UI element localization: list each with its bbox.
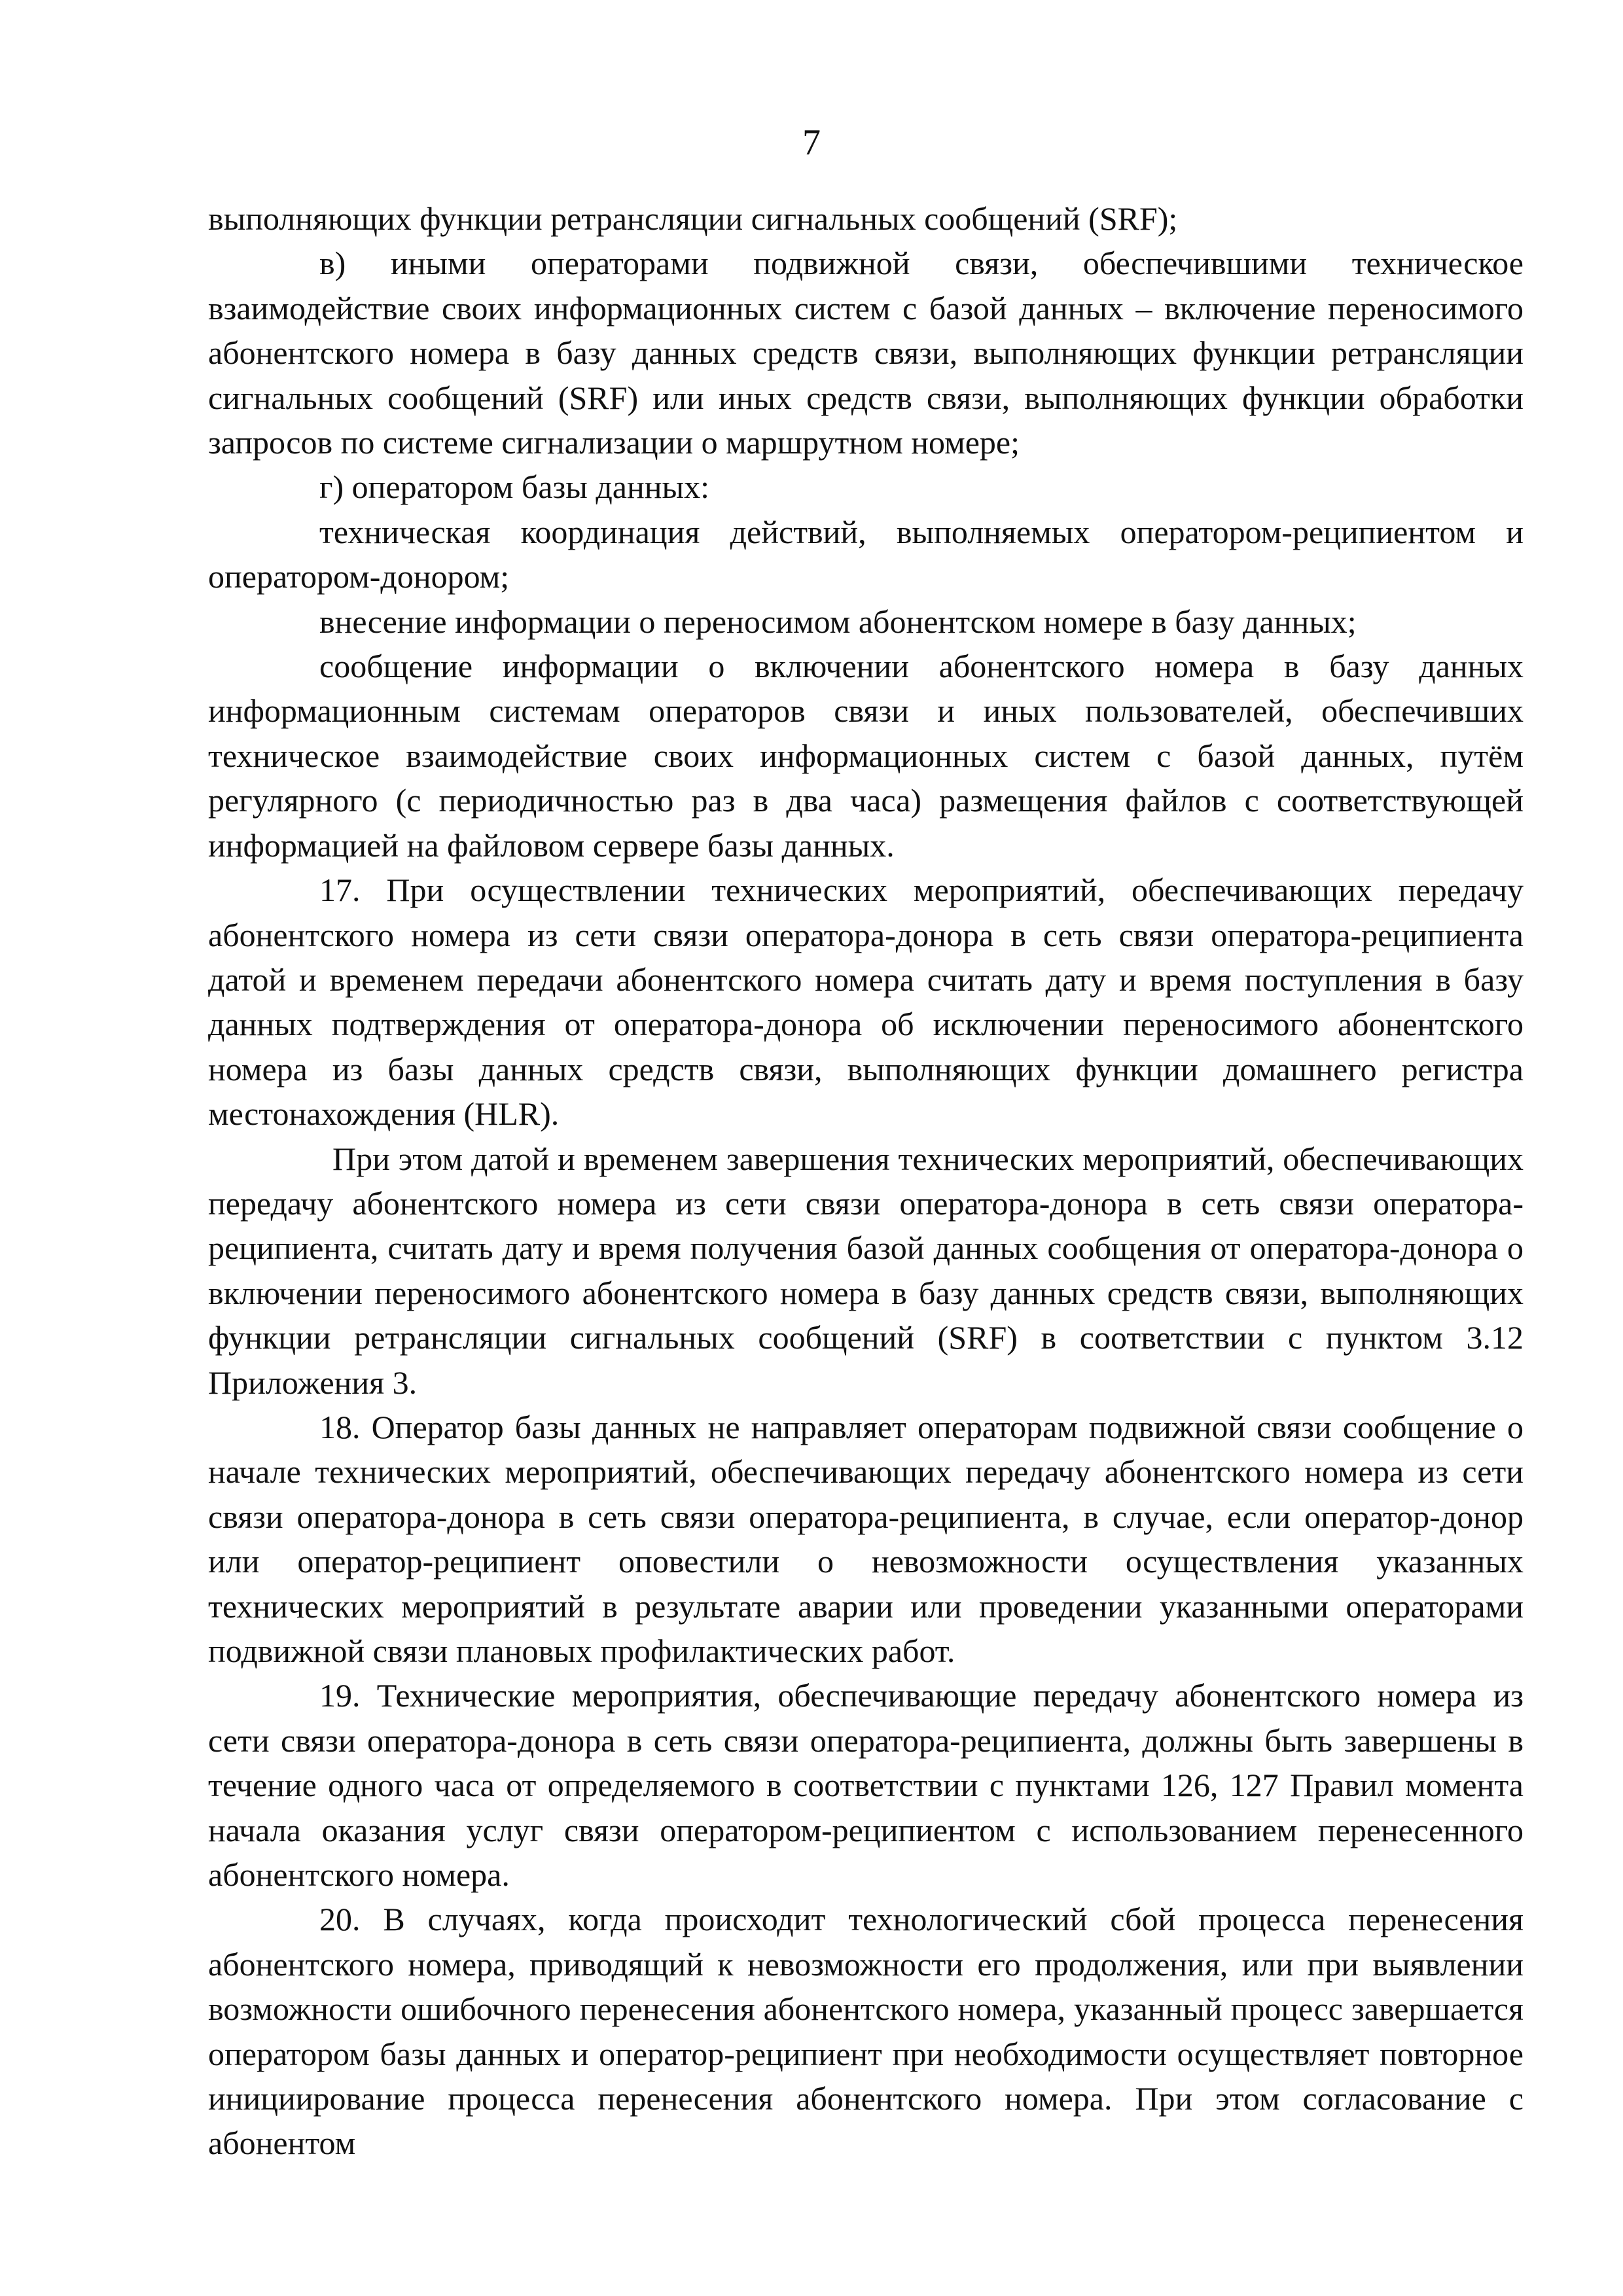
paragraph-item-v: в) иными операторами подвижной связи, обеспечившими техническое взаимодействие своих информационных систем с базой данных – включение переносимого абонентского номера в базу данных средств связи, выполняющих функции ретрансляции сигнальных сообщений (SRF) или иных средств связи, выполняющих функции обработки запросов по системе сигнализации о маршрутном номере; — [208, 245, 1524, 461]
paragraph-clause-20: 20. В случаях, когда происходит технологический сбой процесса перенесения абонентского номера, приводящий к невозможности его продолжения, или при выявлении возможности ошибочного перенесения абонентского номера, указанный процесс завершается оператором базы данных и оператор-реципиент при необходимости осуществляет повторное инициирование процесса перенесения абонентского номера. При этом согласование с абонентом — [208, 1901, 1524, 2162]
paragraph-clause-17: 17. При осуществлении технических мероприятий, обеспечивающих передачу абонентского номера из сети связи оператора-донора в сеть связи оператора-реципиента датой и временем передачи абонентского номера считать дату и время поступления в базу данных подтверждения от оператора-донора об исключении переносимого абонентского номера из базы данных средств связи, выполняющих функции домашнего регистра местонахождения (HLR). — [208, 872, 1524, 1133]
paragraph-srf-continuation: выполняющих функции ретрансляции сигнальных сообщений (SRF); — [208, 200, 1178, 237]
paragraph-info-message: сообщение информации о включении абонентского номера в базу данных информационным системам операторов связи и иных пользователей, обеспечивших техническое взаимодействие своих информационных систем с базой данных, путём регулярного (с периодичностью раз в два часа) размещения файлов с соответствующей информацией на файловом сервере базы данных. — [208, 648, 1524, 864]
paragraph-clause-17-completion: При этом датой и временем завершения технических мероприятий, обеспечивающих передачу абонентского номера из сети связи оператора-донора в сеть связи оператора-реципиента, считать дату и время получения базой данных сообщения от оператора-донора о включении переносимого абонентского номера в базу данных средств связи, выполняющих функции ретрансляции сигнальных сообщений (SRF) в соответствии с пунктом 3.12 Приложения 3. — [208, 1140, 1524, 1401]
paragraph-item-g: г) оператором базы данных: — [319, 468, 709, 506]
paragraph-clause-19: 19. Технические мероприятия, обеспечивающие передачу абонентского номера из сети связи оператора-донора в сеть связи оператора-реципиента, должны быть завершены в течение одного часа от определяемого в соответствии с пунктами 126, 127 Правил момента начала оказания услуг связи оператором-реципиентом с использованием перенесенного абонентского номера. — [208, 1677, 1524, 1894]
page-number: 7 — [802, 122, 821, 163]
paragraph-coordination: техническая координация действий, выполняемых оператором-реципиентом и оператором-донором; — [208, 513, 1524, 595]
paragraph-clause-18: 18. Оператор базы данных не направляет операторам подвижной связи сообщение о начале технических мероприятий, обеспечивающих передачу абонентского номера из сети связи оператора-донора в сеть связи оператора-реципиента, в случае, если оператор-донор или оператор-реципиент оповестили о невозможности осуществления указанных технических мероприятий в результате аварии или проведении указанными операторами подвижной связи плановых профилактических работ. — [208, 1408, 1524, 1669]
paragraph-info-entry: внесение информации о переносимом абонентском номере в базу данных; — [319, 603, 1357, 640]
document-body — [208, 196, 1524, 2166]
